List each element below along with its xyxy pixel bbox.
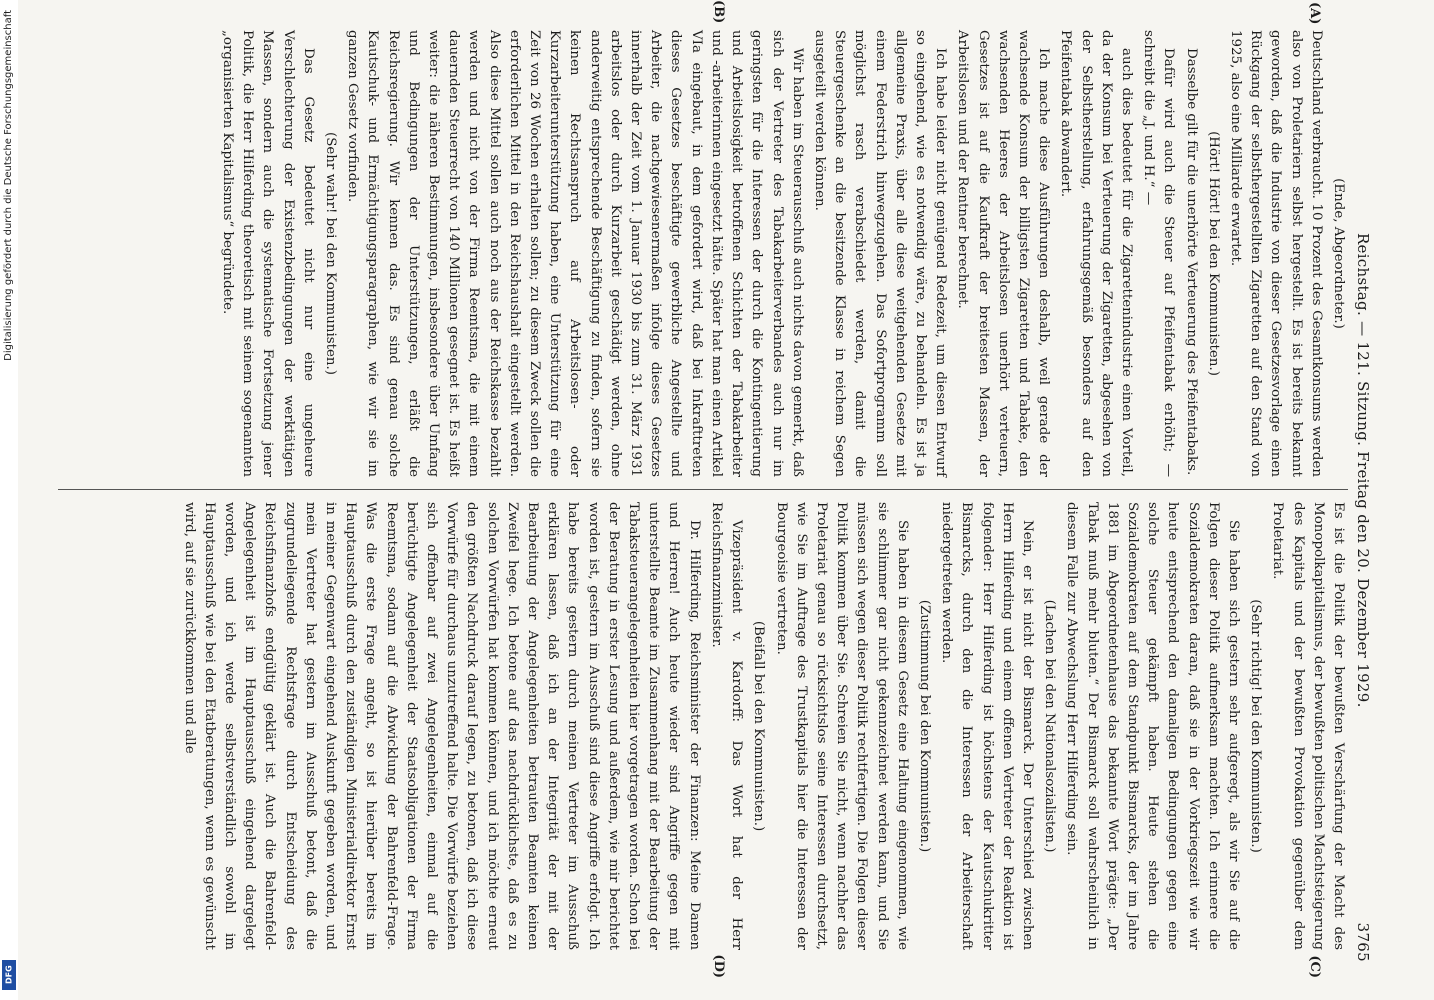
page-header [1354,18,1372,962]
paragraph: Vizepräsident v. Kardorff: Das Wort hat der Herr Reichsfinanzminister. [708,502,745,950]
paragraph: Wir haben im Steuerausschuß auch nichts davon gemerkt, daß sich der Vertreter des Tabakarbeiterverbandes auch nur im geringsten für die Interessen der durch die Kontingentierung und Arbeitslosigkeit betroffenen Schichten der Tabakarbeiter und -arbeiterinnen eingesetzt hätte. Später hat man einen Artikel VIa eingebaut, in dem gefordert wird, daß bei Inkrafttreten dieses Gesetzes beschäftigte gewerbliche Angestellte und Arbeiter, die nachgewiesenermaßen infolge dieses Gesetzes innerhalb der Zeit vom 1. Januar 1930 bis zum 31. März 1931 arbeitslos oder durch Kurzarbeit geschädigt werden, ohne anderweitig entsprechende Beschäftigung zu finden, sofern sie keinen Rechtsanspruch auf Arbeitslosen- oder Kurzarbeiterunterstützung haben, eine Unterstützung für eine Zeit von 26 Wochen erhalten sollen; zu diesem Zweck sollen die erforderlichen Mittel in den Reichshaushalt eingestellt werden. Also diese Mittel sollen auch noch aus der Reichskasse bezahlt werden und nicht von der Firma Reemtsma, die mit einem dauernden Steuerrecht von 140 Millionen gesegnet ist. Es heißt weiter: die näheren Bestimmungen, insbesondere über Umfang und Bedingungen der Unterstützungen, erläßt die Reichsregierung. Wir kennen das. Es sind genau solche Kautschuk- und Ermächtigungsparagraphen, wie wir sie im ganzen Gesetz vorfinden. [345,30,805,478]
dfg-logo-icon: DFG [2,960,16,990]
page-number: 3765 [1354,922,1372,962]
paragraph: Dafür wird auch die Steuer auf Pfeifentabak erhöht; — schreibt die „J. und H.“ — [1141,30,1177,477]
paragraph: Deutschland verbraucht. 10 Prozent des Gesamtkonsums werden also von Proletariern selbst hergestellt. Es ist bereits bekannt geworden, daß die Industrie von dieser Gesetzesvorlage einen Rückgang der selbsthergestellten Zigaretten auf den Stand von 1925, also eine Milliarde erwartet. [1227,30,1324,477]
paragraph: Ich mache diese Ausführungen deshalb, weil gerade der wachsende Konsum der billigsten Zigaretten und Tabake, den wachsenden Heeres der Arbeitslosen unerhört verteuern, Gesetzes ist auf die Kaufkraft der breitesten Massen, der Arbeitslosen und der Rentner berechnet. [955,30,1052,477]
interjection: (Sehr wahr! bei den Kommunisten.) [323,131,339,376]
margin-marker-c: (C) [1307,955,1322,978]
interjection: (Beifall bei den Kommunisten.) [751,620,767,832]
scanned-page [32,0,1392,980]
paragraph: Ich habe leider nicht genügend Redezeit, um diesen Entwurf so eingehend, wie es notwendig wäre, zu behandeln. Es ist ja allgemeine Praxis, über alle diese weitgehenden Gesetze mit einem Federstrich hinwegzugehen. Das Sofortprogramm soll möglichst rasch verabschiedet werden, damit die Steuergeschenke an die besitzende Klasse in reichem Segen ausgeteilt werden können. [811,30,949,477]
paragraph: Das Gesetz bedeutet nicht nur eine ungeheure Verschlechterung der Existenzbedingungen der werktätigen Massen, sondern auch die systematische Fortsetzung jener Politik, die Herr Hilferding theoretisch mit seinem sogenannten „organisierten Kapitalismus“ begründete. [220,30,316,477]
page-running-title: Reichstag. — 121. Sitzung. Freitag den 20. Dezember 1929. [1354,232,1372,708]
interjection: (Lachen bei den Nationalsozialisten.) [1042,599,1058,853]
paragraph: Sie haben in diesem Gesetz eine Haltung eingenommen, wie sie schlimmer gar nicht gekennzeichnet werden kann, und Sie müssen sich wegen dieser Politik rechtfertigen. Die Folgen dieser Politik kommen über Sie. Schreien Sie nicht, wenn nachher das Proletariat genau so rücksichtslos seine Interessen durchsetzt, wie Sie im Auftrage des Trustkapitals hier die Interessen der Bourgeoisie vertreten. [773,502,910,950]
paragraph: Es ist die Politik der bewußten Verschärfung der Macht des Monopolkapitalismus, der bewußten politischen Machtsteigerung des Kapitals und der bewußten Provokation gegenüber dem Proletariat. [1270,502,1346,950]
margin-marker-a: (A) [1307,2,1322,25]
interjection: (Ende, Abgeordneter.) [1331,178,1346,329]
paragraph: Sie haben sich gestern sehr aufgeregt, als wir Sie auf die Folgen dieser Politik aufmerksam machten. Ich erinnere die Sozialdemokraten daran, daß sie in der Vorkriegszeit wie wir heute entsprechend den damaligen Bedingungen gegen eine solche Steuer gekämpft haben. Heute stehen die Sozialdemokraten auf dem Standpunkt Bismarcks, der im Jahre 1881 im Abgeordnetenhause das bekannte Wort prägte: „Der Tabak muß mehr bluten.“ Der Bismarck soll wahrscheinlich in diesem Falle zur Abwechslung Herr Hilferding sein. [1064,502,1241,950]
paragraph: auch dies bedeutet für die Zigarettenindustrie einen Vorteil, da der Konsum bei Verteuerung der Zigaretten, abgesehen von der Selbstherstellung, erfahrungsgemäß besonders auf den Pfeifentabak abwandert. [1058,30,1134,477]
digitization-credit-strip [0,0,18,1000]
paragraph: Dr. Hilferding, Reichsminister der Finanzen: Meine Damen und Herren! Auch heute wieder sind Angriffe gegen mit unterstellte Beamte im Zusammenhang mit der Bearbeitung der Tabaksteuerangelegenheiten hier vorgetragen worden. Schon bei der Beratung in erster Lesung und außerdem, wie mir berichtet worden ist, gestern im Ausschuß sind diese Angriffe erfolgt. Ich habe bereits gestern durch meinen Vertreter im Ausschuß erklären lassen, daß ich an der Integrität der mit der Bearbeitung der Angelegenheiten betrauten Beamten keinen Zweifel hege. Ich betone auf das nachdrücklichste, daß es zu solchen Vorwürfen hat kommen können, und ich möchte erneut den größten Nachdruck darauf legen, zu betonen, daß ich diese Vorwürfe für durchaus unzutreffend halte. Die Vorwürfe beziehen sich offenbar auf zwei Angelegenheiten, einmal auf die berüchtigte Angelegenheit der Staatsobligationen der Firma Reemtsma, sodann auf die Abwicklung der Bahrenfeld-Frage. Was die erste Frage angeht, so ist hierüber bereits im Hauptausschuß durch den zuständigen Ministerialdirektor Ernst in meiner Gegenwart eingehend Auskunft gegeben worden, und mein Vertreter hat gestern im Ausschuß betont, daß die zugrundeliegende Rechtsfrage durch Entscheidung des Reichsfinanzhofs endgültig geklärt ist. Auch die Bahrenfeld-Angelegenheit ist im Hauptausschuß eingehend dargelegt worden, und ich werde selbstverständlich sowohl im Hauptausschuß wie bei den Etatberatungen, wenn es gewünscht wird, auf sie zurückkommen und alle [181,502,702,950]
right-column [58,490,1348,978]
digitization-credit: Digitalisierung gefördert durch die Deutsche Forschungsgemeinschaft [3,10,14,361]
margin-marker-b: (B) [711,0,726,24]
paragraph: Dasselbe gilt für die unerhörte Verteuerung des Pfeifentabaks. [1183,48,1199,476]
interjection: (Hört! Hört! bei den Kommunisten.) [1205,131,1221,376]
paragraph: Nein, er ist nicht der Bismarck. Der Unterschied zwischen Herrn Hilferding und einem offenen Vertreter der Reaktion ist folgender: Herr Hilferding ist höchstens der Kautschukritter Bismarcks, durch den die Interessen der Arbeiterschaft niedergetreten werden. [939,502,1035,950]
margin-marker-d: (D) [711,954,726,978]
two-column-body [58,0,1348,978]
left-column [58,0,1348,490]
interjection: (Sehr richtig! bei den Kommunisten.) [1248,599,1264,853]
interjection: (Zustimmung bei den Kommunisten.) [916,599,932,853]
